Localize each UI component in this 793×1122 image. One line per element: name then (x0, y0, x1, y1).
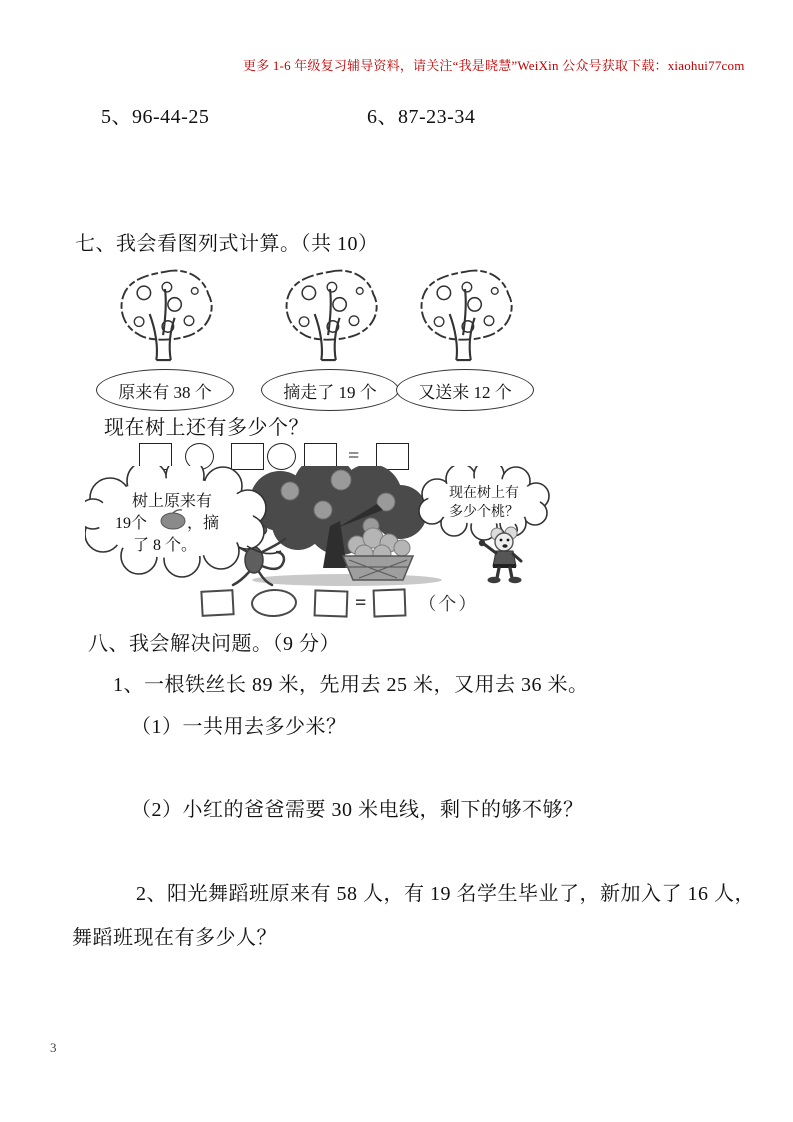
equation-row-2 (201, 589, 478, 617)
section8-problem2-line2: 舞蹈班现在有多少人？ (72, 927, 277, 949)
tree-group-2 (255, 266, 405, 411)
apple-tree-icon (274, 266, 386, 362)
bubble-right-line2: 多少个桃？ (449, 505, 519, 520)
tree-group-1 (90, 266, 240, 411)
monkey-peach-tree-illustration (85, 466, 575, 590)
answer-box (200, 589, 234, 617)
section8-problem1: 1、一根铁丝长 89 米，先用去 25 米，又用去 36 米。 (113, 674, 589, 696)
section8-problem1-q1: （1）一共用去多少米？ (131, 716, 347, 738)
section8-problem1-q2: （2）小红的爸爸需要 30 米电线，剩下的够不够？ (131, 799, 584, 821)
bubble-left-line1: 树上原来有 (132, 493, 213, 510)
ground-shadow (252, 574, 442, 586)
apple-tree-icon (409, 266, 521, 362)
tree-group-3 (390, 266, 540, 411)
section8-title: 八、我会解决问题。（9 分） (88, 633, 340, 655)
tree-caption-2: 摘走了 19 个 (261, 369, 399, 411)
bubble-left-line2a: 19个 (115, 515, 148, 532)
tree-caption-3: 又送来 12 个 (396, 369, 534, 411)
bubble-left-line2b: ，摘 (187, 515, 220, 532)
operator-circle (251, 588, 298, 618)
speech-bubble-right (419, 466, 549, 540)
section7-question: 现在树上还有多少个？ (104, 417, 309, 439)
section8-problem2-line1: 2、阳光舞蹈班原来有 58 人，有 19 名学生毕业了，新加入了 16 人， (136, 883, 755, 905)
exercise-item-6: 6、87-23-34 (367, 106, 476, 128)
bubble-right-line1: 现在树上有 (449, 486, 519, 501)
equation-unit: （个） (418, 594, 479, 614)
header-notice: 更多 1-6 年级复习辅导资料，请关注“我是晓慧”WeiXin 公众号获取下载：xiaohui77com (243, 58, 745, 73)
answer-box (373, 588, 407, 617)
tree-caption-1: 原来有 38 个 (96, 369, 234, 411)
page-number: 3 (50, 1040, 57, 1055)
section7-title: 七、我会看图列式计算。（共 10） (75, 233, 379, 255)
equals-sign: = (355, 591, 367, 614)
peach-icon (161, 513, 185, 529)
apple-tree-icon (109, 266, 221, 362)
bubble-left-line3: 了 8 个。 (133, 537, 198, 554)
answer-box (314, 589, 349, 617)
equals-sign: = (348, 445, 360, 467)
exercise-item-5: 5、96-44-25 (101, 106, 210, 128)
